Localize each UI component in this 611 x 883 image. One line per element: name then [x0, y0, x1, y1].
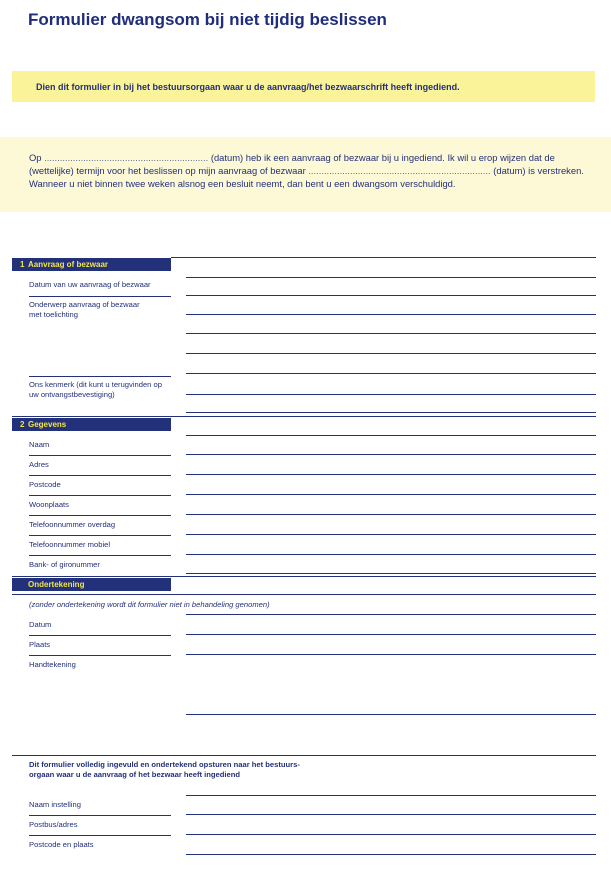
label-kenmerk-1: Ons kenmerk (dit kunt u terugvinden op	[29, 380, 162, 389]
label-rule	[29, 515, 171, 516]
date-fill-field-1[interactable]: ...............................................................	[44, 152, 209, 163]
label-rule	[29, 475, 171, 476]
footer-top-rule	[12, 755, 596, 756]
label-datum-ondertekening: Datum	[29, 620, 52, 629]
section1-title: Aanvraag of bezwaar	[28, 260, 109, 269]
woonplaats-input-line[interactable]	[186, 514, 596, 515]
answer-line[interactable]	[186, 614, 596, 615]
datum-aanvraag-input-line[interactable]	[186, 295, 596, 296]
label-naam-instelling: Naam instelling	[29, 800, 81, 809]
intro-line-2-start: (wettelijke) termijn voor het beslissen op mijn aanvraag of bezwaar	[29, 165, 306, 176]
label-telefoon-mobiel: Telefoonnummer mobiel	[29, 540, 111, 549]
label-rule	[29, 655, 171, 656]
label-rule	[29, 835, 171, 836]
section2-number: 2	[20, 420, 25, 429]
label-telefoon-overdag: Telefoonnummer overdag	[29, 520, 116, 529]
label-rule	[29, 815, 171, 816]
label-onderwerp-2: met toelichting	[29, 310, 78, 319]
section2-top-rule	[12, 416, 596, 417]
page-title: Formulier dwangsom bij niet tijdig beslissen	[28, 10, 387, 29]
intro-line-1-rest: (datum) heb ik een aanvraag of bezwaar bij u ingediend. Ik wil u erop wijzen dat de	[210, 152, 555, 163]
adres-input-line[interactable]	[186, 474, 596, 475]
section1-number: 1	[20, 260, 25, 269]
label-kenmerk-2: uw ontvangstbevestiging)	[29, 390, 115, 399]
section2-title: Gegevens	[28, 420, 67, 429]
onderwerp-input-line-4[interactable]	[186, 373, 596, 374]
intro-op: Op	[29, 152, 42, 163]
naam-input-line[interactable]	[186, 454, 596, 455]
label-datum-aanvraag: Datum van uw aanvraag of bezwaar	[29, 280, 151, 289]
label-postbus: Postbus/adres	[29, 820, 78, 829]
section1-top-rule	[171, 257, 596, 258]
label-handtekening: Handtekening	[29, 660, 76, 669]
instruction-text: Dien dit formulier in bij het bestuursorgaan waar u de aanvraag/het bezwaarschrift heeft ingediend.	[36, 82, 460, 92]
intro-panel	[0, 137, 611, 212]
label-plaats: Plaats	[29, 640, 51, 649]
label-postcode: Postcode	[29, 480, 61, 489]
intro-line-1	[29, 152, 555, 163]
section3-title: Ondertekening	[28, 580, 85, 589]
section3-sub-rule	[12, 594, 596, 595]
label-rule	[29, 376, 171, 377]
date-fill-field-2[interactable]: ......................................................................	[308, 165, 491, 176]
label-naam: Naam	[29, 440, 50, 449]
handtekening-input-line[interactable]	[186, 714, 596, 715]
section3-top-rule	[12, 576, 596, 577]
label-woonplaats: Woonplaats	[29, 500, 69, 509]
intro-line-2	[29, 165, 584, 176]
label-onderwerp-1: Onderwerp aanvraag of bezwaar	[29, 300, 140, 309]
label-rule	[29, 635, 171, 636]
bankrekening-input-line[interactable]	[186, 573, 596, 574]
footer-instruction-2: orgaan waar u de aanvraag of het bezwaar heeft ingediend	[29, 770, 240, 779]
section1-header	[12, 258, 171, 271]
postcode-plaats-input-line[interactable]	[186, 854, 596, 855]
answer-line[interactable]	[186, 412, 596, 413]
kenmerk-input-line[interactable]	[186, 394, 596, 395]
onderwerp-input-line-3[interactable]	[186, 353, 596, 354]
section3-header	[12, 578, 171, 591]
label-bankrekening: Bank- of gironummer	[29, 560, 100, 569]
telefoon-mobiel-input-line[interactable]	[186, 554, 596, 555]
answer-line[interactable]	[186, 435, 596, 436]
label-rule	[29, 296, 171, 297]
telefoon-overdag-input-line[interactable]	[186, 534, 596, 535]
datum-ondertekening-input-line[interactable]	[186, 634, 596, 635]
answer-line[interactable]	[186, 277, 596, 278]
label-postcode-plaats: Postcode en plaats	[29, 840, 94, 849]
label-rule	[29, 535, 171, 536]
label-adres: Adres	[29, 460, 49, 469]
answer-line[interactable]	[186, 795, 596, 796]
section2-header	[12, 418, 171, 431]
footer-instruction-1: Dit formulier volledig ingevuld en ondertekend opsturen naar het bestuurs-	[29, 760, 300, 769]
intro-line-2-rest: (datum) is verstreken.	[493, 165, 584, 176]
naam-instelling-input-line[interactable]	[186, 814, 596, 815]
label-rule	[29, 495, 171, 496]
onderwerp-input-line-1[interactable]	[186, 314, 596, 315]
postcode-input-line[interactable]	[186, 494, 596, 495]
onderwerp-input-line-2[interactable]	[186, 333, 596, 334]
intro-line-3: Wanneer u niet binnen twee weken alsnog een besluit neemt, dan bent u een dwangsom verschuldigd.	[29, 178, 456, 189]
signature-note: (zonder ondertekening wordt dit formulier niet in behandeling genomen)	[29, 600, 270, 609]
label-rule	[29, 455, 171, 456]
label-rule	[29, 555, 171, 556]
postbus-input-line[interactable]	[186, 834, 596, 835]
plaats-input-line[interactable]	[186, 654, 596, 655]
